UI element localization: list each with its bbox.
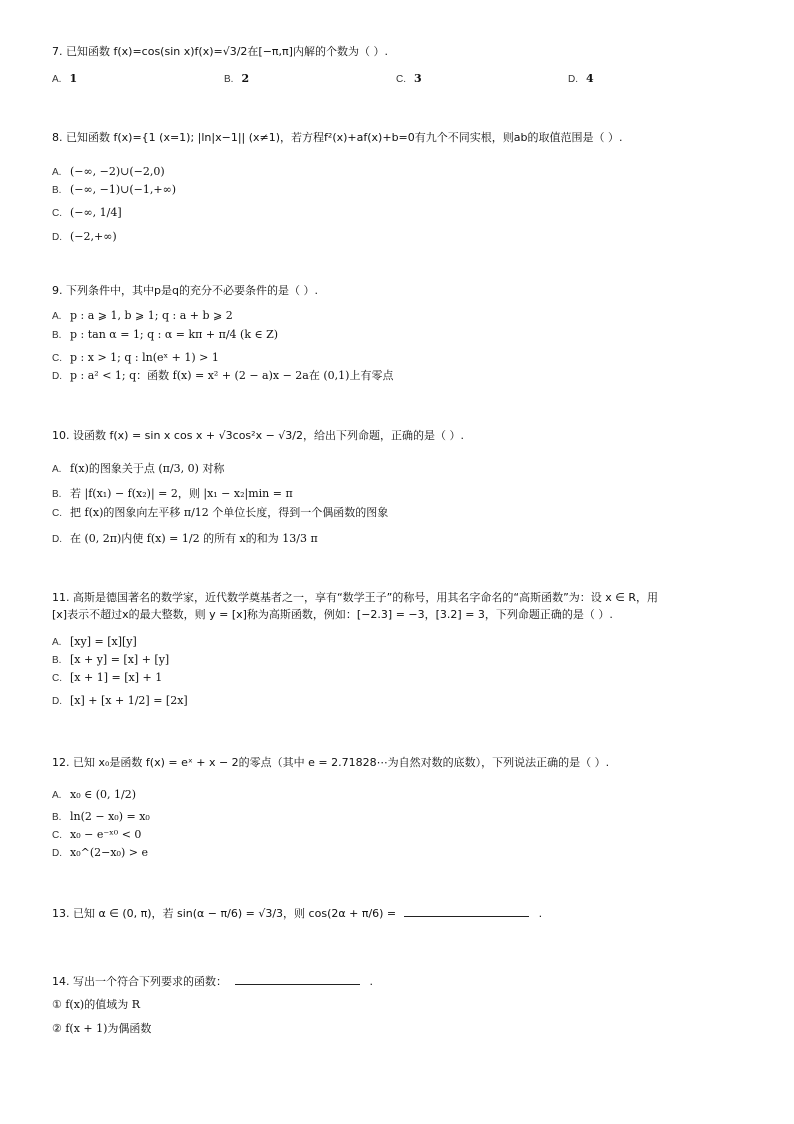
question-10-stem: 10. 设函数 f(x) = sin x cos x + √3cos²x − √3/2，给出下列命题，正确的是（ ）. xyxy=(52,429,464,442)
option-label: C. xyxy=(52,830,62,841)
option-label: A. xyxy=(52,790,62,801)
option-label: C. xyxy=(52,673,62,684)
option-value: 1 xyxy=(69,72,78,85)
option-value: (−∞, −2)∪(−2,0) xyxy=(70,165,165,178)
question-13-stem: 13. 已知 α ∈ (0, π)，若 sin(α − π/6) = √3/3，则 cos(2α + π/6) = xyxy=(52,907,397,920)
q9-option-a[interactable] xyxy=(52,309,233,324)
option-label: D. xyxy=(52,534,62,545)
q9-option-c[interactable] xyxy=(52,351,219,366)
option-label: D. xyxy=(52,371,62,382)
q11-option-c[interactable] xyxy=(52,671,162,686)
question-7-options xyxy=(52,72,752,86)
option-label: B. xyxy=(52,812,62,823)
question-14-tail: . xyxy=(369,975,373,988)
option-label: C. xyxy=(396,74,406,85)
question-11-stem-line2: [x]表示不超过x的最大整数，则 y = [x]称为高斯函数，例如：[−2.3] = −3，[3.2] = 3，下列命题正确的是（ ）. xyxy=(52,608,613,621)
option-value: 2 xyxy=(241,72,250,85)
option-label: D. xyxy=(52,848,62,859)
answer-blank[interactable] xyxy=(235,974,360,985)
q10-option-b[interactable] xyxy=(52,487,293,502)
option-label: B. xyxy=(52,330,62,341)
option-value: [x] + [x + 1/2] = [2x] xyxy=(70,694,188,707)
option-value: p : tan α = 1; q : α = kπ + π/4 (k ∈ Z) xyxy=(70,328,279,341)
q12-option-a[interactable] xyxy=(52,788,136,803)
question-7-stem: 7. 已知函数 f(x)=cos(sin x)f(x)=√3/2在[−π,π]内解的个数为（ ）. xyxy=(52,45,388,58)
option-label: B. xyxy=(52,489,62,500)
question-9-stem: 9. 下列条件中，其中p是q的充分不必要条件的是（ ）. xyxy=(52,284,318,297)
q14-condition-2: ② f(x + 1)为偶函数 xyxy=(52,1022,152,1035)
option-value: x₀ ∈ (0, 1/2) xyxy=(70,788,137,801)
option-value: (−2,+∞) xyxy=(70,230,117,243)
option-value: (−∞, 1/4] xyxy=(70,206,122,219)
option-label: C. xyxy=(52,508,62,519)
q10-option-a[interactable] xyxy=(52,462,224,477)
option-value: p : a ⩾ 1, b ⩾ 1; q : a + b ⩾ 2 xyxy=(70,309,233,322)
question-12-stem: 12. 已知 x₀是函数 f(x) = eˣ + x − 2的零点（其中 e = 2.71828⋯为自然对数的底数），下列说法正确的是（ ）. xyxy=(52,756,610,769)
option-label: D. xyxy=(52,696,62,707)
option-value: 4 xyxy=(586,72,594,85)
option-label: C. xyxy=(52,353,62,364)
q12-option-c[interactable] xyxy=(52,828,141,843)
q7-option-c[interactable] xyxy=(396,72,422,85)
option-value: ln(2 − x₀) = x₀ xyxy=(70,810,150,823)
q7-option-d[interactable] xyxy=(568,72,594,85)
question-13-tail: . xyxy=(538,907,543,920)
q14-condition-1: ① f(x)的值域为 R xyxy=(52,998,140,1011)
option-label: B. xyxy=(52,655,62,666)
option-value: x₀ − e⁻ˣ⁰ < 0 xyxy=(70,828,142,841)
option-value: [x + 1] = [x] + 1 xyxy=(70,671,163,684)
question-8-stem: 8. 已知函数 f(x)={1 (x=1); |ln|x−1|| (x≠1)，若方程f²(x)+af(x)+b=0有九个不同实根，则ab的取值范围是（ ）. xyxy=(52,131,623,144)
q11-option-d[interactable] xyxy=(52,694,188,709)
option-label: D. xyxy=(52,232,62,243)
option-value: [x + y] = [x] + [y] xyxy=(70,653,170,666)
option-label: A. xyxy=(52,464,62,475)
option-value: x₀^(2−x₀) > e xyxy=(70,846,148,859)
option-label: A. xyxy=(52,167,62,178)
option-label: A. xyxy=(52,637,62,648)
q9-option-b[interactable] xyxy=(52,328,278,343)
q7-option-b[interactable] xyxy=(224,72,249,85)
q8-option-b[interactable] xyxy=(52,183,176,198)
option-label: A. xyxy=(52,74,62,85)
question-13 xyxy=(52,906,752,922)
option-label: C. xyxy=(52,208,62,219)
option-value: f(x)的图象关于点 (π/3, 0) 对称 xyxy=(70,462,225,475)
q12-option-b[interactable] xyxy=(52,810,150,825)
question-11-stem-line1: 11. 高斯是德国著名的数学家，近代数学奠基者之一，享有“数学王子”的称号，用其名字命名的“高斯函数”为：设 x ∈ R，用 xyxy=(52,591,659,604)
option-value: [xy] = [x][y] xyxy=(70,635,137,648)
option-value: p : a² < 1; q：函数 f(x) = x² + (2 − a)x − 2a在 (0,1)上有零点 xyxy=(70,369,394,382)
option-label: B. xyxy=(224,74,234,85)
question-14-stem: 14. 写出一个符合下列要求的函数： xyxy=(52,975,227,988)
q8-option-d[interactable] xyxy=(52,230,117,245)
option-label: D. xyxy=(568,74,578,85)
q11-option-a[interactable] xyxy=(52,635,137,650)
option-value: p : x > 1; q : ln(eˣ + 1) > 1 xyxy=(70,351,219,364)
option-label: B. xyxy=(52,185,62,196)
q8-option-a[interactable] xyxy=(52,165,165,180)
option-value: 把 f(x)的图象向左平移 π/12 个单位长度，得到一个偶函数的图象 xyxy=(70,506,389,519)
q11-option-b[interactable] xyxy=(52,653,169,668)
q10-option-d[interactable] xyxy=(52,532,318,547)
q7-option-a[interactable] xyxy=(52,72,77,85)
q12-option-d[interactable] xyxy=(52,846,148,861)
answer-blank[interactable] xyxy=(404,906,529,917)
question-14 xyxy=(52,974,752,990)
option-value: (−∞, −1)∪(−1,+∞) xyxy=(70,183,177,196)
q10-option-c[interactable] xyxy=(52,506,388,521)
q9-option-d[interactable] xyxy=(52,369,393,384)
option-label: A. xyxy=(52,311,62,322)
option-value: 若 |f(x₁) − f(x₂)| = 2，则 |x₁ − x₂|min = π xyxy=(70,487,293,500)
q8-option-c[interactable] xyxy=(52,206,122,221)
option-value: 在 (0, 2π)内使 f(x) = 1/2 的所有 x的和为 13/3 π xyxy=(70,532,318,545)
option-value: 3 xyxy=(414,72,422,85)
